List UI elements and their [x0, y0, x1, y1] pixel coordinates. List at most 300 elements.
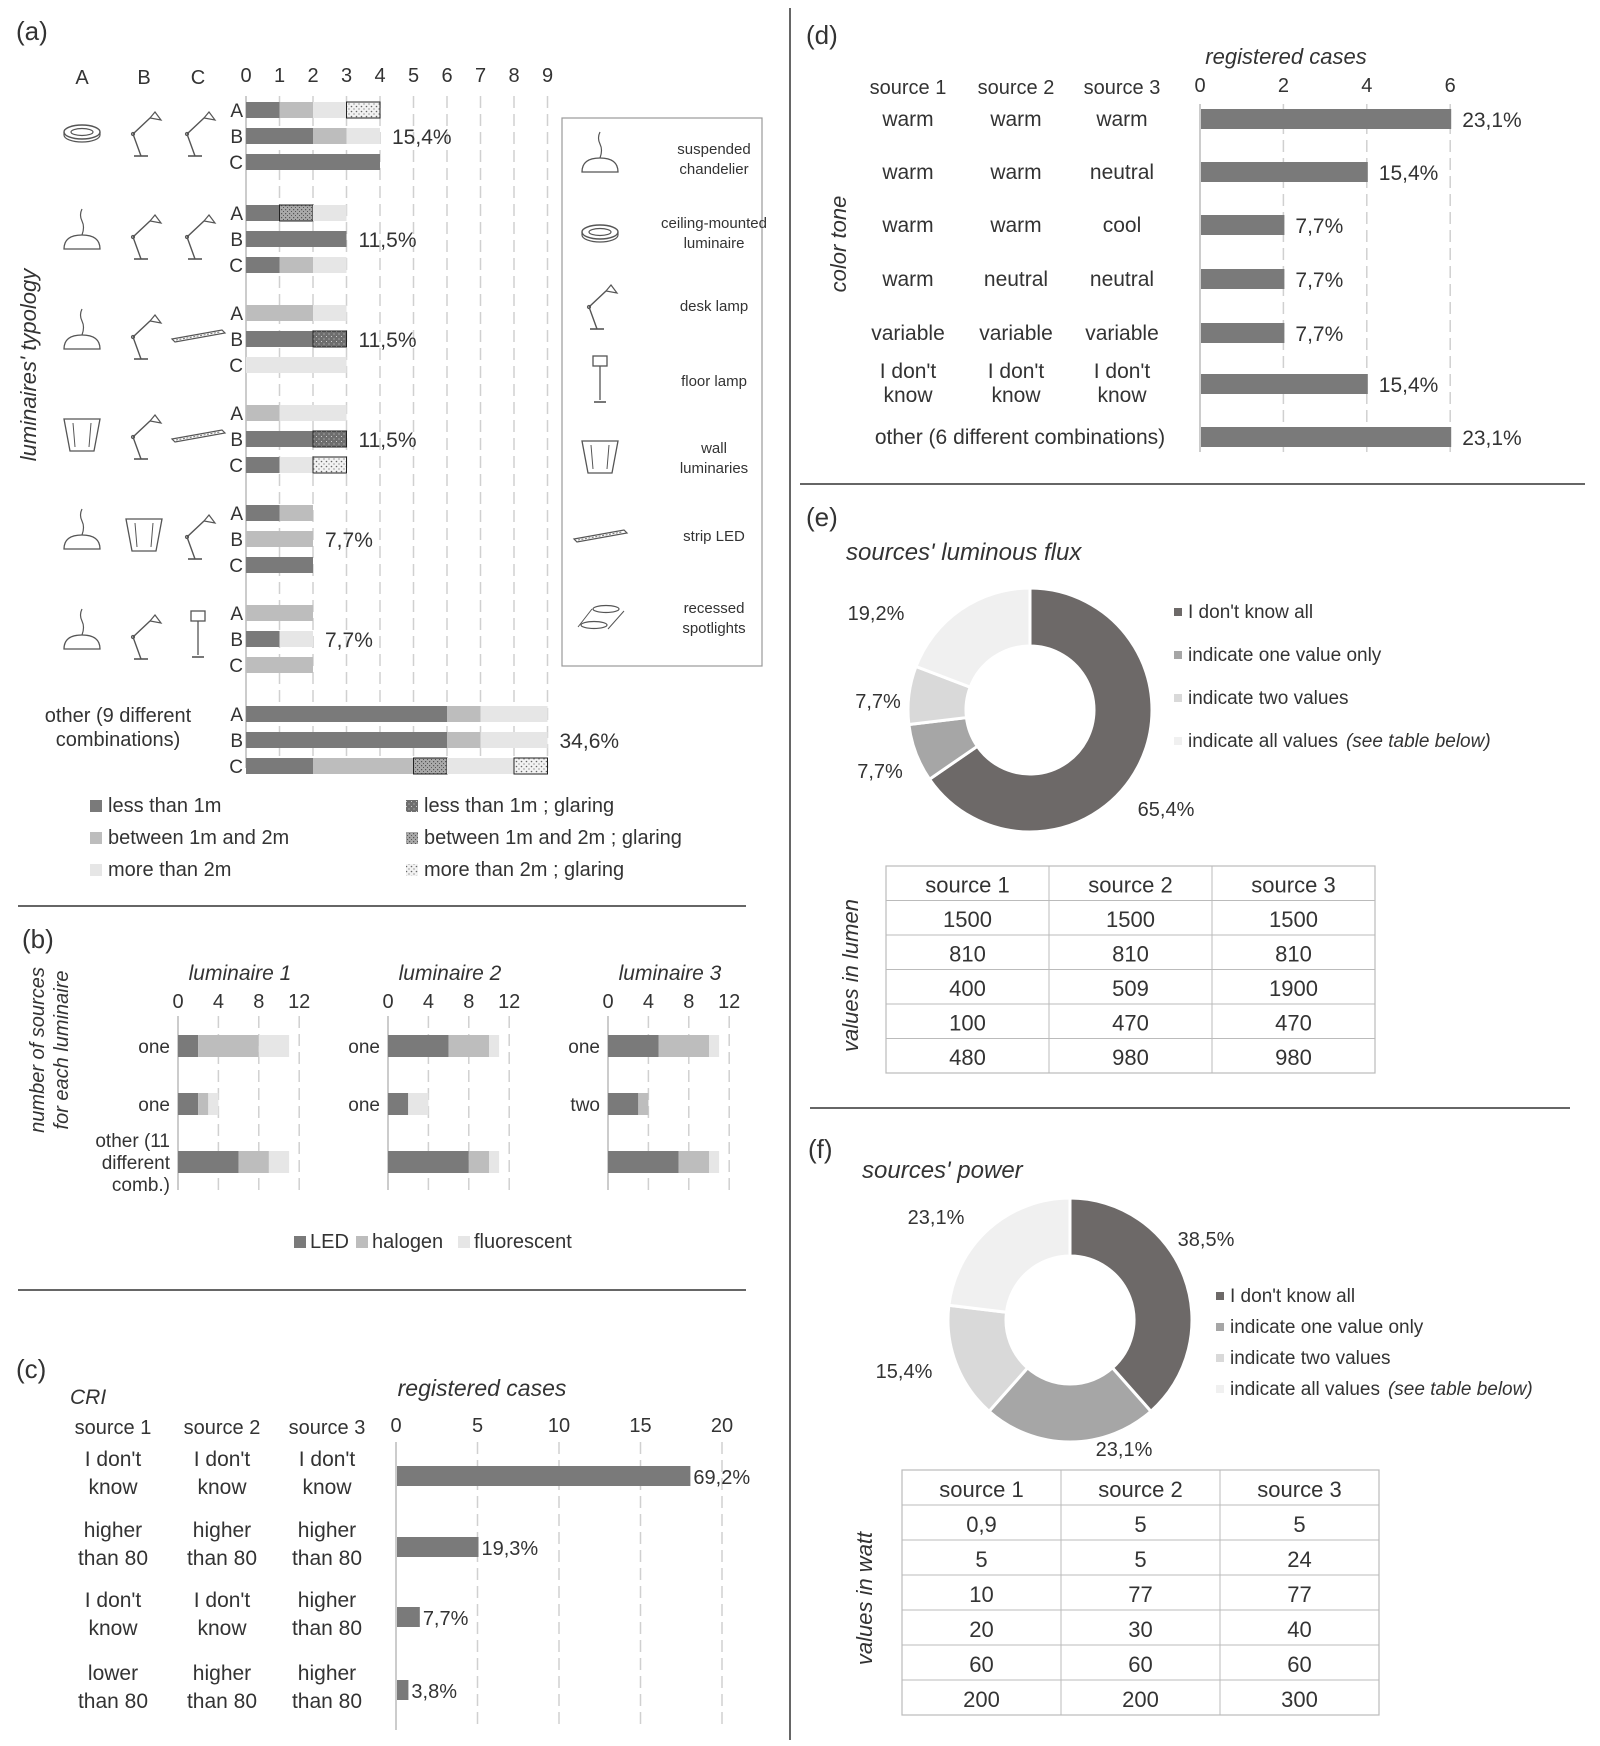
bar-segment-between [246, 531, 313, 547]
icon-legend-label: recessed [683, 600, 745, 617]
legend-label: less than 1m ; glaring [424, 795, 615, 817]
column-header: A [75, 67, 89, 89]
bar-segment-between [447, 706, 481, 722]
table-cell: 400 [949, 976, 986, 1001]
axis-tick-label: 0 [602, 991, 614, 1013]
bar-segment-led [608, 1151, 679, 1173]
bar-segment-less [246, 257, 280, 273]
row-label: C [229, 556, 243, 577]
color-tone-row [871, 322, 1343, 346]
wall-luminaire-icon [126, 519, 162, 551]
icon-legend-label: spotlights [682, 620, 746, 637]
legend-swatch [1174, 651, 1182, 659]
bar [397, 1537, 479, 1557]
axis-tick-label: 6 [441, 65, 453, 87]
bar-segment-more [347, 128, 381, 144]
table-cell: 980 [1112, 1045, 1149, 1070]
icon-legend-label: ceiling-mounted [661, 215, 767, 232]
luminaire-combination-group [64, 304, 417, 377]
axis-tick-label: 8 [463, 991, 475, 1013]
cell-value: than 80 [291, 1617, 363, 1640]
axis-tick-label: 7 [474, 65, 487, 87]
bar-segment-led [178, 1151, 239, 1173]
axis-tick-label: 4 [212, 991, 224, 1013]
suspended-chandelier-icon [64, 509, 100, 549]
bar-segment-fluorescent [489, 1151, 499, 1173]
bar-segment-fluorescent [259, 1035, 289, 1057]
legend-swatch-less [90, 800, 102, 812]
axis-tick-label: 4 [642, 991, 654, 1013]
cell-value: know [883, 384, 933, 407]
row-label: C [229, 153, 243, 174]
table-cell: 200 [963, 1687, 1000, 1712]
row-label: C [229, 256, 243, 277]
table-cell: 40 [1287, 1617, 1312, 1642]
luminaire-chart [95, 962, 310, 1196]
legend-swatch [1216, 1385, 1224, 1393]
legend-label: between 1m and 2m [108, 827, 290, 849]
table-header: source 1 [925, 872, 1010, 898]
bar-segment-less [246, 457, 280, 473]
table-cell: 470 [1275, 1010, 1312, 1036]
bar-segment-halogen [638, 1093, 648, 1115]
bar-segment-less-glaring [313, 431, 347, 447]
luminaire-combination-group [64, 504, 373, 577]
slice-percentage-label: 23,1% [907, 1207, 965, 1229]
table-cell: 980 [1275, 1045, 1312, 1070]
cell-value: higher [297, 1519, 357, 1542]
strip-led-icon [574, 530, 627, 542]
cell-value: than 80 [291, 1547, 363, 1570]
cell-value: than 80 [77, 1690, 149, 1713]
luminaire-chart [348, 962, 520, 1190]
bar-segment-less [246, 706, 447, 722]
color-tone-row [881, 161, 1438, 185]
floor-lamp-icon [593, 356, 607, 402]
row-label: C [229, 456, 243, 477]
cell-value: variable [1085, 322, 1159, 345]
row-label: other (11 [95, 1131, 170, 1152]
row-label: B [230, 127, 243, 148]
cell-value: know [88, 1476, 138, 1499]
column-header: C [190, 67, 206, 89]
column-header: B [137, 67, 151, 89]
bar-segment-led [608, 1035, 659, 1057]
cell-value: know [88, 1617, 138, 1640]
axis-tick-label: 12 [288, 991, 311, 1013]
luminaire-combination-group [45, 705, 619, 778]
bar-segment-between [246, 605, 313, 621]
cell-value: I don't [298, 1448, 356, 1471]
color-tone-row [881, 268, 1343, 292]
bar-segment-more-glaring [514, 758, 548, 774]
percentage-label: 23,1% [1462, 109, 1522, 132]
axis-tick-label: 1 [273, 65, 286, 87]
bar-segment-fluorescent [269, 1151, 289, 1173]
icon-legend-label: desk lamp [679, 298, 749, 315]
legend-label: more than 2m [108, 859, 232, 881]
desk-lamp-icon [185, 215, 215, 259]
panel-c [16, 1354, 750, 1730]
bar [1201, 162, 1368, 182]
legend-label: indicate all values (see table below) [1230, 1379, 1533, 1400]
desk-lamp-icon [185, 515, 215, 559]
icon-legend-label: chandelier [679, 161, 749, 178]
table-y-label: values in watt [852, 1531, 877, 1666]
row-label: one [138, 1037, 170, 1058]
slice-percentage-label: 23,1% [1095, 1439, 1153, 1461]
legend-label: more than 2m ; glaring [424, 859, 625, 881]
bar-segment-more [280, 457, 314, 473]
axis-tick-label: 4 [1361, 75, 1373, 97]
icon-legend-label: luminaries [679, 460, 749, 477]
cell-value: I don't [1093, 360, 1151, 383]
floor-lamp-icon [191, 611, 205, 657]
table-cell: 100 [949, 1010, 986, 1036]
cell-value: higher [192, 1519, 252, 1542]
color-tone-row [875, 426, 1522, 450]
suspended-chandelier-icon [582, 132, 618, 172]
axis-tick-label: 15 [629, 1415, 652, 1437]
bar-segment-more-glaring [313, 457, 347, 473]
table-cell: 1500 [1269, 907, 1318, 932]
bar-segment-halogen [679, 1151, 709, 1173]
icon-legend-label: luminaire [683, 235, 745, 252]
cell-value: I don't [84, 1589, 142, 1612]
y-axis-label: color tone [826, 195, 851, 293]
color-tone-row [881, 108, 1521, 132]
table-cell: 509 [1112, 976, 1149, 1001]
percentage-label: 69,2% [693, 1467, 751, 1489]
bar-segment-less [246, 631, 280, 647]
cell-value: know [1097, 384, 1147, 407]
table-header: source 3 [1257, 1477, 1342, 1502]
y-axis-label: luminaires' typology [16, 268, 41, 462]
row-label: A [230, 604, 243, 625]
panel-a-label: (a) [16, 16, 48, 46]
chart-title: luminaire 3 [618, 962, 722, 985]
percentage-label: 23,1% [1462, 427, 1522, 450]
panel-e [806, 502, 1491, 1073]
row-label: B [230, 230, 243, 251]
legend-note: (see table below) [1345, 731, 1491, 752]
bar [1201, 215, 1284, 235]
bar-segment-between [280, 505, 314, 521]
row-label: C [229, 656, 243, 677]
cell-value: know [991, 384, 1041, 407]
percentage-label: 7,7% [325, 529, 373, 552]
cell-value: I don't [84, 1448, 142, 1471]
cell-value: than 80 [77, 1547, 149, 1570]
axis-tick-label: 12 [718, 991, 741, 1013]
icon-legend-label: strip LED [683, 528, 745, 545]
row-label: B [230, 630, 243, 651]
axis-tick-label: 5 [471, 1415, 484, 1437]
percentage-label: 15,4% [392, 126, 452, 149]
axis-tick-label: 10 [547, 1415, 571, 1437]
column-header: source 1 [74, 1417, 152, 1439]
panel-d-label: (d) [806, 20, 838, 50]
legend-label: between 1m and 2m ; glaring [424, 827, 682, 849]
cell-value: warm [990, 161, 1042, 184]
column-header: source 3 [1083, 77, 1161, 99]
row-label: A [230, 204, 243, 225]
table-cell: 10 [969, 1582, 994, 1607]
chart-title: sources' luminous flux [846, 539, 1082, 566]
row-label: one [348, 1095, 380, 1116]
table-cell: 77 [1128, 1582, 1153, 1607]
axis-tick-label: 0 [382, 991, 394, 1013]
axis-tick-label: 4 [374, 65, 386, 87]
bar [1201, 269, 1284, 289]
legend-swatch [356, 1236, 368, 1248]
cell-value: than 80 [186, 1690, 258, 1713]
percentage-label: 19,3% [481, 1538, 539, 1560]
bar-segment-less-glaring [313, 331, 347, 347]
suspended-chandelier-icon [64, 209, 100, 249]
luminaire-combination-group [64, 101, 452, 174]
axis-tick-label: 8 [253, 991, 265, 1013]
percentage-label: 7,7% [1295, 215, 1344, 238]
bar-segment-more [313, 102, 347, 118]
bar-segment-between [313, 128, 347, 144]
icon-legend-label: floor lamp [681, 373, 747, 390]
chart-title: luminaire 1 [188, 962, 292, 985]
bar-segment-less [246, 231, 347, 247]
table-header: source 2 [1098, 1477, 1183, 1502]
table-header: source 1 [939, 1477, 1024, 1502]
slice-percentage-label: 15,4% [875, 1361, 933, 1383]
axis-tick-label: 5 [407, 65, 420, 87]
bar-segment-between [313, 758, 414, 774]
legend-swatch [294, 1236, 306, 1248]
legend-label: LED [310, 1231, 349, 1253]
axis-tick-label: 0 [1194, 75, 1206, 97]
axis-tick-label: 4 [422, 991, 434, 1013]
row-label: one [138, 1095, 170, 1116]
table-cell: 30 [1128, 1617, 1153, 1642]
bar-segment-led [388, 1093, 408, 1115]
row-label: C [229, 356, 243, 377]
bar-segment-led [388, 1151, 469, 1173]
bar-segment-more [313, 257, 347, 273]
cell-value: warm [882, 161, 934, 184]
bar-segment-between [280, 257, 314, 273]
bar-segment-between-glaring [280, 205, 314, 221]
bar-segment-fluorescent [408, 1093, 428, 1115]
bar-segment-more [481, 706, 548, 722]
group-label: combinations) [55, 729, 181, 751]
legend-label: indicate all values (see table below) [1188, 731, 1491, 752]
cell-value: than 80 [291, 1690, 363, 1713]
cell-value: neutral [1089, 161, 1155, 184]
row-label: B [230, 330, 243, 351]
axis-tick-label: 8 [683, 991, 695, 1013]
table-cell: 60 [969, 1652, 994, 1677]
table-header: source 2 [1088, 872, 1173, 898]
table-cell: 810 [1275, 941, 1312, 967]
bar-segment-more [481, 732, 548, 748]
cell-value: variable [871, 322, 945, 345]
legend-swatch [458, 1236, 470, 1248]
bar [1201, 374, 1368, 394]
panel-c-label: (c) [16, 1354, 47, 1384]
cell-value: I don't [193, 1448, 251, 1471]
slice-percentage-label: 19,2% [847, 603, 905, 625]
percentage-label: 7,7% [325, 629, 373, 652]
table-cell: 810 [949, 941, 986, 967]
bar-segment-halogen [239, 1151, 269, 1173]
axis-title: registered cases [397, 1375, 567, 1401]
y-axis-label: number of sources [27, 967, 49, 1133]
row-label: two [570, 1095, 600, 1116]
cell-value: higher [297, 1662, 357, 1685]
donut-slice [949, 1198, 1070, 1312]
cell-value: warm [990, 108, 1042, 131]
row-label: A [230, 404, 243, 425]
percentage-label: 7,7% [1295, 269, 1344, 292]
donut-slice [916, 588, 1030, 687]
bar-segment-halogen [449, 1035, 489, 1057]
table-cell: 24 [1287, 1547, 1312, 1572]
cell-value: warm [1096, 108, 1148, 131]
bar [397, 1680, 408, 1700]
table-header: source 3 [1251, 872, 1336, 898]
table-cell: 5 [1134, 1547, 1147, 1572]
legend-note: (see table below) [1387, 1379, 1533, 1400]
percentage-label: 3,8% [411, 1681, 458, 1703]
row-label: A [230, 705, 243, 726]
column-header: source 2 [977, 77, 1055, 99]
axis-tick-label: 12 [498, 991, 521, 1013]
table-cell: 77 [1287, 1582, 1312, 1607]
bar-segment-fluorescent [709, 1151, 719, 1173]
bar-segment-between [246, 305, 313, 321]
percentage-label: 34,6% [559, 730, 620, 753]
axis-tick-label: 0 [390, 1415, 402, 1437]
panel-b [22, 924, 740, 1253]
axis-tick-label: 2 [1277, 75, 1289, 97]
bar-segment-more [313, 205, 347, 221]
axis-tick-label: 0 [172, 991, 184, 1013]
legend-swatch [1216, 1354, 1224, 1362]
legend-label: I don't know all [1188, 602, 1314, 623]
cell-value: higher [297, 1589, 357, 1612]
bar-segment-less [246, 102, 280, 118]
bar-segment-less [246, 431, 313, 447]
legend-swatch-between [90, 832, 102, 844]
cell-value: other (6 different combinations) [874, 426, 1166, 449]
percentage-label: 15,4% [1378, 374, 1439, 397]
cell-value: variable [979, 322, 1053, 345]
cell-value: lower [87, 1662, 139, 1685]
desk-lamp-icon [131, 415, 161, 459]
bar-segment-between [246, 657, 313, 673]
cell-value: higher [192, 1662, 252, 1685]
desk-lamp-icon [131, 615, 161, 659]
table-cell: 20 [969, 1617, 994, 1642]
panel-a [16, 16, 767, 881]
table-cell: 5 [1293, 1512, 1306, 1537]
suspended-chandelier-icon [64, 309, 100, 349]
slice-percentage-label: 38,5% [1177, 1229, 1235, 1251]
percentage-label: 7,7% [422, 1608, 469, 1630]
bar-segment-fluorescent [709, 1035, 719, 1057]
row-label: A [230, 504, 243, 525]
desk-lamp-icon [131, 215, 161, 259]
percentage-label: 11,5% [358, 229, 417, 252]
bar [397, 1607, 420, 1627]
cell-value: know [302, 1476, 352, 1499]
bar-segment-more-glaring [347, 102, 381, 118]
cell-value: neutral [983, 268, 1049, 291]
legend-swatch [1216, 1323, 1224, 1331]
bar-segment-halogen [198, 1093, 208, 1115]
distance-legend [90, 795, 682, 881]
icon-legend-box [562, 118, 762, 666]
desk-lamp-icon [185, 112, 215, 156]
bar-segment-less [246, 758, 313, 774]
color-tone-row [881, 214, 1343, 238]
bar-segment-less [246, 205, 280, 221]
legend-swatch [1216, 1292, 1224, 1300]
cell-value: warm [882, 214, 934, 237]
cri-row [85, 1589, 469, 1640]
cell-value: I don't [987, 360, 1045, 383]
legend-label: halogen [372, 1231, 444, 1253]
recessed-spotlights-icon [578, 606, 624, 630]
table-cell: 60 [1128, 1652, 1153, 1677]
bar-segment-halogen [659, 1035, 710, 1057]
axis-tick-label: 6 [1444, 75, 1456, 97]
bar-segment-fluorescent [489, 1035, 499, 1057]
group-label: other (9 different [44, 705, 192, 727]
bar [1201, 323, 1284, 343]
table-cell: 200 [1122, 1687, 1159, 1712]
bar-segment-more [280, 405, 347, 421]
table-cell: 1900 [1269, 976, 1318, 1001]
table-cell: 480 [949, 1045, 986, 1070]
cri-row [78, 1519, 538, 1570]
slice-percentage-label: 65,4% [1137, 799, 1195, 821]
icon-legend [562, 118, 767, 666]
wall-luminaire-icon [64, 419, 100, 451]
cell-value: I don't [193, 1589, 251, 1612]
percentage-label: 15,4% [1378, 162, 1439, 185]
legend-swatch-between-glaring [406, 832, 418, 844]
icon-legend-label: suspended [677, 141, 751, 158]
row-label: comb.) [111, 1175, 170, 1196]
cell-value: warm [882, 268, 934, 291]
legend-swatch-more-glaring [406, 864, 418, 876]
axis-tick-label: 2 [307, 65, 319, 87]
cri-row [85, 1448, 751, 1499]
bar-segment-halogen [198, 1035, 259, 1057]
bar-segment-more [246, 357, 347, 373]
row-label: B [230, 731, 243, 752]
icon-legend-label: wall [701, 440, 727, 457]
row-label: one [348, 1037, 380, 1058]
legend-swatch-more [90, 864, 102, 876]
ceiling-mounted-icon [582, 225, 618, 242]
panel-b-label: (b) [22, 924, 54, 954]
bar [1201, 427, 1451, 447]
bar-segment-halogen [469, 1151, 489, 1173]
bar-segment-between [280, 102, 314, 118]
slice-percentage-label: 7,7% [857, 761, 903, 783]
bar-segment-less [246, 331, 313, 347]
suspended-chandelier-icon [64, 609, 100, 649]
